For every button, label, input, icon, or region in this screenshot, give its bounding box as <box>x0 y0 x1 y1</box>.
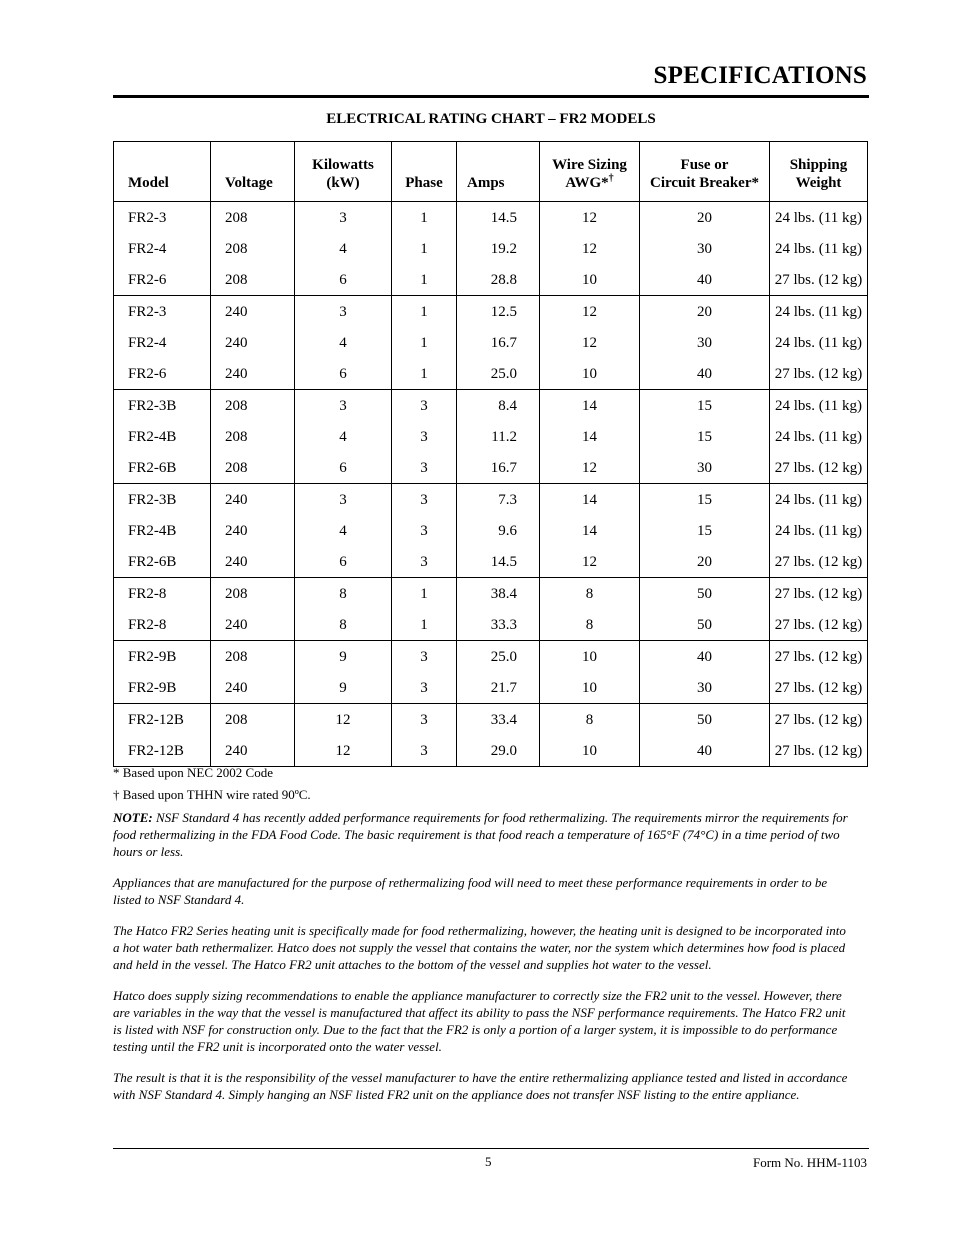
cell-phase: 1 <box>392 609 457 641</box>
cell-kilowatts: 4 <box>295 421 392 452</box>
table-row <box>114 390 868 422</box>
cell-voltage: 240 <box>211 546 295 578</box>
cell-kilowatts: 3 <box>295 390 392 422</box>
cell-model: FR2-3 <box>114 202 211 234</box>
cell-phase: 3 <box>392 452 457 484</box>
cell-model: FR2-3B <box>114 390 211 422</box>
cell-amps: 12.5 <box>457 296 540 328</box>
cell-fuse: 50 <box>640 609 770 641</box>
cell-kilowatts: 6 <box>295 358 392 390</box>
cell-wire-sizing: 12 <box>540 546 640 578</box>
note-paragraph-3: The Hatco FR2 Series heating unit is specifically made for food rethermalizing, however, the heating unit is designed to be incorporated into a hot water bath rethermalizer. Hatco does not supply the vessel that contains the water, nor the system which determines how food is placed and held in the vessel. The Hatco FR2 unit attaches to the bottom of the vessel and supplies hot water to the vessel. <box>113 923 846 972</box>
cell-amps: 14.5 <box>457 202 540 234</box>
cell-kilowatts: 12 <box>295 704 392 736</box>
cell-phase: 1 <box>392 327 457 358</box>
col-header-kilowatts-line1: Kilowatts <box>312 157 374 173</box>
cell-phase: 3 <box>392 390 457 422</box>
col-header-wire-line1: Wire Sizing <box>552 157 627 173</box>
cell-fuse: 15 <box>640 515 770 546</box>
cell-model: FR2-8 <box>114 578 211 610</box>
cell-voltage: 240 <box>211 672 295 704</box>
header-rule <box>113 95 869 98</box>
cell-kilowatts: 3 <box>295 202 392 234</box>
cell-voltage: 208 <box>211 233 295 264</box>
cell-shipping-weight: 27 lbs. (12 kg) <box>770 452 868 484</box>
cell-voltage: 240 <box>211 735 295 767</box>
col-header-wire-line2: AWG* <box>565 175 609 191</box>
cell-model: FR2-3B <box>114 484 211 516</box>
table-row <box>114 484 868 516</box>
chart-title: ELECTRICAL RATING CHART – FR2 MODELS <box>326 111 656 127</box>
cell-amps: 8.4 <box>457 390 540 422</box>
cell-voltage: 208 <box>211 578 295 610</box>
cell-kilowatts: 12 <box>295 735 392 767</box>
cell-model: FR2-3 <box>114 296 211 328</box>
cell-fuse: 50 <box>640 578 770 610</box>
cell-amps: 9.6 <box>457 515 540 546</box>
cell-kilowatts: 4 <box>295 327 392 358</box>
cell-amps: 28.8 <box>457 264 540 296</box>
table-row <box>114 327 868 358</box>
cell-wire-sizing: 10 <box>540 641 640 673</box>
cell-model: FR2-6B <box>114 452 211 484</box>
cell-model: FR2-4B <box>114 515 211 546</box>
table-row <box>114 609 868 641</box>
cell-wire-sizing: 14 <box>540 421 640 452</box>
note-paragraph-2: Appliances that are manufactured for the purpose of rethermalizing food will need to meet these performance requirements in order to be listed to NSF Standard 4. <box>113 875 828 907</box>
cell-kilowatts: 9 <box>295 672 392 704</box>
col-header-fuse <box>640 142 770 202</box>
cell-amps: 38.4 <box>457 578 540 610</box>
cell-model: FR2-6 <box>114 358 211 390</box>
cell-shipping-weight: 27 lbs. (12 kg) <box>770 641 868 673</box>
cell-amps: 21.7 <box>457 672 540 704</box>
cell-shipping-weight: 24 lbs. (11 kg) <box>770 296 868 328</box>
cell-voltage: 240 <box>211 515 295 546</box>
cell-amps: 29.0 <box>457 735 540 767</box>
cell-wire-sizing: 10 <box>540 672 640 704</box>
cell-shipping-weight: 27 lbs. (12 kg) <box>770 704 868 736</box>
cell-amps: 11.2 <box>457 421 540 452</box>
cell-kilowatts: 4 <box>295 515 392 546</box>
cell-fuse: 30 <box>640 452 770 484</box>
cell-shipping-weight: 24 lbs. (11 kg) <box>770 202 868 234</box>
cell-voltage: 208 <box>211 704 295 736</box>
cell-model: FR2-9B <box>114 641 211 673</box>
cell-phase: 3 <box>392 484 457 516</box>
cell-model: FR2-12B <box>114 735 211 767</box>
cell-wire-sizing: 10 <box>540 264 640 296</box>
cell-model: FR2-4 <box>114 327 211 358</box>
cell-fuse: 20 <box>640 202 770 234</box>
cell-wire-sizing: 12 <box>540 233 640 264</box>
cell-fuse: 15 <box>640 421 770 452</box>
col-header-wire-sizing <box>540 142 640 202</box>
cell-voltage: 240 <box>211 296 295 328</box>
cell-phase: 3 <box>392 735 457 767</box>
cell-wire-sizing: 8 <box>540 609 640 641</box>
cell-voltage: 240 <box>211 327 295 358</box>
cell-shipping-weight: 27 lbs. (12 kg) <box>770 358 868 390</box>
cell-amps: 19.2 <box>457 233 540 264</box>
cell-wire-sizing: 10 <box>540 735 640 767</box>
cell-shipping-weight: 27 lbs. (12 kg) <box>770 264 868 296</box>
footnote-thhn: † Based upon THHN wire rated 90ºC. <box>113 787 311 802</box>
page-title: SPECIFICATIONS <box>653 62 867 89</box>
table-row <box>114 672 868 704</box>
cell-phase: 3 <box>392 546 457 578</box>
cell-shipping-weight: 27 lbs. (12 kg) <box>770 735 868 767</box>
cell-fuse: 40 <box>640 735 770 767</box>
table-row <box>114 421 868 452</box>
col-header-voltage: Voltage <box>211 142 295 202</box>
table-row <box>114 735 868 767</box>
cell-phase: 1 <box>392 358 457 390</box>
note-paragraph-5: The result is that it is the responsibility of the vessel manufacturer to have the entire rethermalizing appliance tested and listed in accordance with NSF Standard 4. Simply hanging an NSF listed FR2 unit on the appliance does not transfer NSF listing to the entire appliance. <box>113 1070 848 1102</box>
cell-shipping-weight: 27 lbs. (12 kg) <box>770 546 868 578</box>
col-header-shipping-weight: Shipping Weight <box>770 142 868 202</box>
cell-shipping-weight: 24 lbs. (11 kg) <box>770 233 868 264</box>
cell-fuse: 30 <box>640 327 770 358</box>
cell-wire-sizing: 8 <box>540 704 640 736</box>
note-paragraph-4: Hatco does supply sizing recommendations to enable the appliance manufacturer to correctly size the FR2 unit to the vessel. However, there are variables in the way that the vessel is manufactured that affect its ability to pass the NSF performance requirements. The Hatco FR2 unit is listed with NSF for construction only. Due to the fact that the FR2 is only a portion of a larger system, it is impossible to do performance testing until the FR2 unit is incorporated onto the water vessel. <box>113 988 846 1054</box>
col-header-kilowatts <box>295 142 392 202</box>
cell-model: FR2-9B <box>114 672 211 704</box>
footer-rule <box>113 1148 869 1149</box>
table-body <box>114 202 868 767</box>
cell-voltage: 208 <box>211 452 295 484</box>
cell-phase: 1 <box>392 578 457 610</box>
cell-amps: 14.5 <box>457 546 540 578</box>
cell-fuse: 40 <box>640 641 770 673</box>
note-label: NOTE: <box>113 810 153 825</box>
table-row <box>114 233 868 264</box>
cell-kilowatts: 3 <box>295 484 392 516</box>
cell-kilowatts: 4 <box>295 233 392 264</box>
cell-model: FR2-6B <box>114 546 211 578</box>
page-number: 5 <box>485 1154 492 1169</box>
cell-fuse: 40 <box>640 358 770 390</box>
cell-shipping-weight: 27 lbs. (12 kg) <box>770 609 868 641</box>
cell-fuse: 20 <box>640 546 770 578</box>
col-header-fuse-line2: Circuit Breaker* <box>649 175 759 191</box>
table-row <box>114 264 868 296</box>
table-row <box>114 704 868 736</box>
cell-phase: 3 <box>392 421 457 452</box>
cell-voltage: 208 <box>211 264 295 296</box>
cell-amps: 33.3 <box>457 609 540 641</box>
cell-fuse: 30 <box>640 672 770 704</box>
cell-kilowatts: 6 <box>295 452 392 484</box>
note-text-1: NSF Standard 4 has recently added performance requirements for food rethermalizing. The requirements mirror the requirements for food rethermalizing in the FDA Food Code. The basic requirement is that food reach a temperature of 165°F (74°C) in a time period of two hours or less. <box>113 810 848 859</box>
cell-amps: 7.3 <box>457 484 540 516</box>
note-paragraph-1 <box>113 809 853 860</box>
cell-voltage: 240 <box>211 358 295 390</box>
cell-shipping-weight: 24 lbs. (11 kg) <box>770 421 868 452</box>
table-header-row <box>114 142 868 202</box>
form-number: Form No. HHM-1103 <box>753 1155 867 1170</box>
col-header-model: Model <box>114 142 211 202</box>
cell-phase: 3 <box>392 641 457 673</box>
cell-amps: 16.7 <box>457 452 540 484</box>
cell-model: FR2-6 <box>114 264 211 296</box>
cell-wire-sizing: 14 <box>540 484 640 516</box>
cell-kilowatts: 3 <box>295 296 392 328</box>
cell-voltage: 208 <box>211 421 295 452</box>
electrical-rating-table <box>113 141 868 767</box>
cell-kilowatts: 8 <box>295 578 392 610</box>
cell-voltage: 208 <box>211 390 295 422</box>
cell-amps: 16.7 <box>457 327 540 358</box>
col-header-fuse-line1: Fuse or <box>680 157 729 173</box>
footnote-nec: * Based upon NEC 2002 Code <box>113 765 273 780</box>
cell-kilowatts: 6 <box>295 264 392 296</box>
cell-fuse: 40 <box>640 264 770 296</box>
cell-model: FR2-4 <box>114 233 211 264</box>
cell-wire-sizing: 10 <box>540 358 640 390</box>
cell-model: FR2-12B <box>114 704 211 736</box>
cell-wire-sizing: 12 <box>540 202 640 234</box>
cell-voltage: 240 <box>211 484 295 516</box>
cell-kilowatts: 9 <box>295 641 392 673</box>
cell-phase: 3 <box>392 672 457 704</box>
cell-shipping-weight: 27 lbs. (12 kg) <box>770 578 868 610</box>
dagger-mark: † <box>608 173 614 184</box>
cell-fuse: 15 <box>640 484 770 516</box>
cell-shipping-weight: 27 lbs. (12 kg) <box>770 672 868 704</box>
table-row <box>114 358 868 390</box>
cell-shipping-weight: 24 lbs. (11 kg) <box>770 515 868 546</box>
cell-kilowatts: 6 <box>295 546 392 578</box>
table-row <box>114 515 868 546</box>
cell-wire-sizing: 12 <box>540 296 640 328</box>
table-row <box>114 578 868 610</box>
cell-phase: 1 <box>392 264 457 296</box>
cell-amps: 25.0 <box>457 358 540 390</box>
cell-phase: 1 <box>392 202 457 234</box>
col-header-kilowatts-line2: (kW) <box>326 175 360 191</box>
table-row <box>114 641 868 673</box>
notes-section <box>113 809 853 1117</box>
cell-wire-sizing: 8 <box>540 578 640 610</box>
cell-shipping-weight: 24 lbs. (11 kg) <box>770 484 868 516</box>
cell-model: FR2-8 <box>114 609 211 641</box>
cell-voltage: 208 <box>211 202 295 234</box>
cell-voltage: 240 <box>211 609 295 641</box>
table-row <box>114 546 868 578</box>
cell-fuse: 20 <box>640 296 770 328</box>
cell-wire-sizing: 12 <box>540 327 640 358</box>
cell-wire-sizing: 14 <box>540 515 640 546</box>
col-header-amps: Amps <box>457 142 540 202</box>
cell-amps: 25.0 <box>457 641 540 673</box>
cell-phase: 3 <box>392 704 457 736</box>
cell-fuse: 15 <box>640 390 770 422</box>
cell-fuse: 50 <box>640 704 770 736</box>
cell-kilowatts: 8 <box>295 609 392 641</box>
cell-shipping-weight: 24 lbs. (11 kg) <box>770 327 868 358</box>
cell-phase: 1 <box>392 296 457 328</box>
cell-voltage: 208 <box>211 641 295 673</box>
cell-phase: 3 <box>392 515 457 546</box>
cell-model: FR2-4B <box>114 421 211 452</box>
cell-amps: 33.4 <box>457 704 540 736</box>
col-header-phase: Phase <box>392 142 457 202</box>
cell-phase: 1 <box>392 233 457 264</box>
table-row <box>114 452 868 484</box>
table-row <box>114 296 868 328</box>
cell-wire-sizing: 14 <box>540 390 640 422</box>
cell-wire-sizing: 12 <box>540 452 640 484</box>
table-row <box>114 202 868 234</box>
cell-shipping-weight: 24 lbs. (11 kg) <box>770 390 868 422</box>
cell-fuse: 30 <box>640 233 770 264</box>
